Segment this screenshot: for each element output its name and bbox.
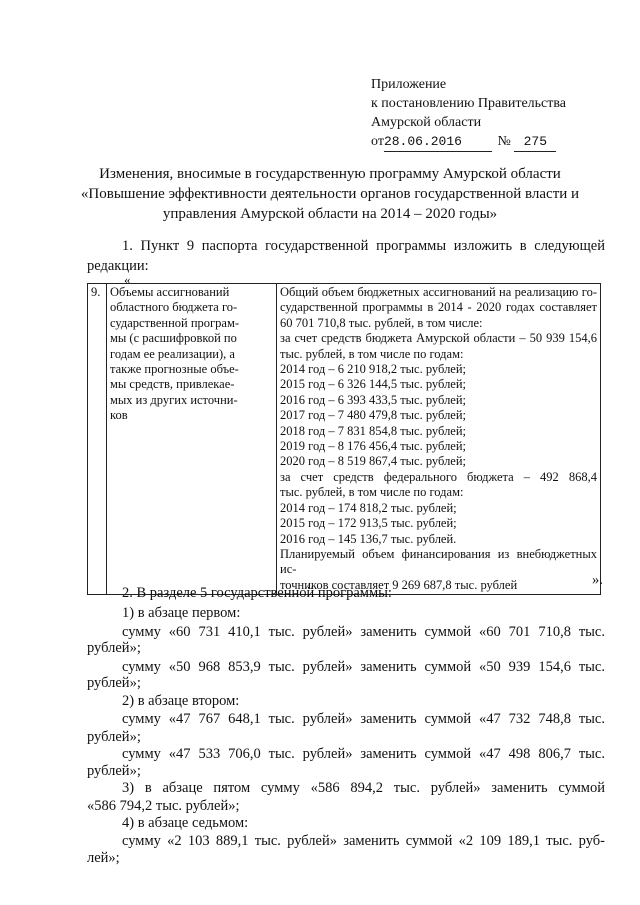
- section2-heading: 2. В разделе 5 государственной программы:: [122, 585, 392, 601]
- label-line: годам ее реализации), а: [110, 346, 235, 361]
- content-line: Общий объем бюджетных ассигнований на реализацию го-: [280, 285, 597, 299]
- section2-p6-line1: сумму «2 103 889,1 тыс. рублей» заменить суммой «2 109 189,1 тыс. руб-: [122, 833, 605, 849]
- content-line: за счет средств бюджета Амурской области – 50 939 154,6: [280, 331, 597, 346]
- content-line: за счет средств федерального бюджета – 492 868,4: [280, 469, 597, 484]
- section2-p2-line1: сумму «50 968 853,9 тыс. рублей» заменить суммой «50 939 154,6 тыс.: [122, 659, 605, 675]
- content-line: 2018 год – 7 831 854,8 тыс. рублей;: [280, 423, 467, 438]
- content-line: 2015 год – 172 913,5 тыс. рублей;: [280, 516, 457, 531]
- content-line: 2015 год – 6 326 144,5 тыс. рублей;: [280, 377, 467, 392]
- label-line: сударственной програм-: [110, 315, 240, 330]
- content-line: 60 701 710,8 тыс. рублей, в том числе:: [280, 315, 483, 330]
- section2-sub1: 1) в абзаце первом:: [122, 605, 241, 621]
- content-line: сударственной программы в 2014 - 2020 годах составляет: [280, 300, 597, 315]
- content-line: 2016 год – 145 136,7 тыс. рублей.: [280, 531, 457, 546]
- content-line: 2017 год – 7 480 479,8 тыс. рублей;: [280, 408, 467, 423]
- appendix-resolution: к постановлению Правительства: [371, 96, 567, 111]
- close-quote: ».: [592, 572, 603, 588]
- document-title-line-2: «Повышение эффективности деятельности органов государственной власти и: [80, 186, 580, 202]
- content-line: тыс. рублей, в том числе по годам:: [280, 346, 464, 361]
- section2-p1-line2: рублей»;: [87, 640, 141, 656]
- section2-sub4: 4) в абзаце седьмом:: [122, 815, 249, 831]
- resolution-number: 275: [514, 132, 556, 152]
- content-line: Планируемый объем финансирования из внебюджетных ис-: [280, 546, 597, 577]
- label-line: мы (с расшифровкой по: [110, 331, 237, 346]
- resolution-date: 28.06.2016: [384, 132, 492, 152]
- appendix-region: Амурской области: [371, 115, 482, 130]
- item1-line-1: 1. Пункт 9 паспорта государственной программы изложить в следующей: [122, 238, 605, 254]
- label-line: Объемы ассигнований: [110, 285, 230, 299]
- content-line: точников составляет 9 269 687,8 тыс. рублей: [280, 577, 518, 592]
- label-line: мы средств, привлекае-: [110, 377, 235, 392]
- label-line: ков: [110, 408, 128, 423]
- section2-p5-line1: 3) в абзаце пятом сумму «586 894,2 тыс. рублей» заменить суммой: [122, 780, 605, 796]
- section2-sub2: 2) в абзаце втором:: [122, 693, 240, 709]
- item1-line-2: редакции:: [87, 258, 149, 274]
- content-line: 2014 год – 174 818,2 тыс. рублей;: [280, 500, 457, 515]
- row-number: 9.: [88, 284, 107, 595]
- document-title-line-3: управления Амурской области на 2014 – 2020 годы»: [162, 206, 498, 222]
- content-line: 2016 год – 6 393 433,5 тыс. рублей;: [280, 392, 467, 407]
- label-line: областного бюджета го-: [110, 300, 238, 315]
- section2-p1-line1: сумму «60 731 410,1 тыс. рублей» заменить суммой «60 701 710,8 тыс.: [122, 624, 605, 640]
- open-quote: «: [124, 272, 131, 287]
- section2-p4-line1: сумму «47 533 706,0 тыс. рублей» заменить суммой «47 498 806,7 тыс.: [122, 746, 605, 762]
- section2-p6-line2: лей»;: [87, 850, 120, 866]
- appendix-title: Приложение: [371, 77, 447, 92]
- content-line: 2014 год – 6 210 918,2 тыс. рублей;: [280, 362, 467, 377]
- section2-p5-line2: «586 794,2 тыс. рублей»;: [87, 798, 240, 814]
- row-content: [277, 284, 601, 595]
- content-line: 2019 год – 8 176 456,4 тыс. рублей;: [280, 439, 467, 454]
- section2-p2-line2: рублей»;: [87, 675, 141, 691]
- row-label: [107, 284, 277, 595]
- table-row: [88, 284, 601, 595]
- passport-table: [87, 283, 601, 595]
- content-line: 2020 год – 8 519 867,4 тыс. рублей;: [280, 454, 467, 469]
- label-line: мых из других источни-: [110, 392, 238, 407]
- section2-p4-line2: рублей»;: [87, 763, 141, 779]
- section2-p3-line2: рублей»;: [87, 729, 141, 745]
- number-prefix: №: [497, 134, 511, 149]
- document-title-line-1: Изменения, вносимые в государственную программу Амурской области: [99, 166, 561, 182]
- label-line: также прогнозные объе-: [110, 362, 239, 377]
- content-line: тыс. рублей, в том числе по годам:: [280, 485, 464, 500]
- appendix-date-line: [371, 132, 556, 152]
- section2-p3-line1: сумму «47 767 648,1 тыс. рублей» заменить суммой «47 732 748,8 тыс.: [122, 711, 605, 727]
- date-prefix: от: [371, 134, 384, 149]
